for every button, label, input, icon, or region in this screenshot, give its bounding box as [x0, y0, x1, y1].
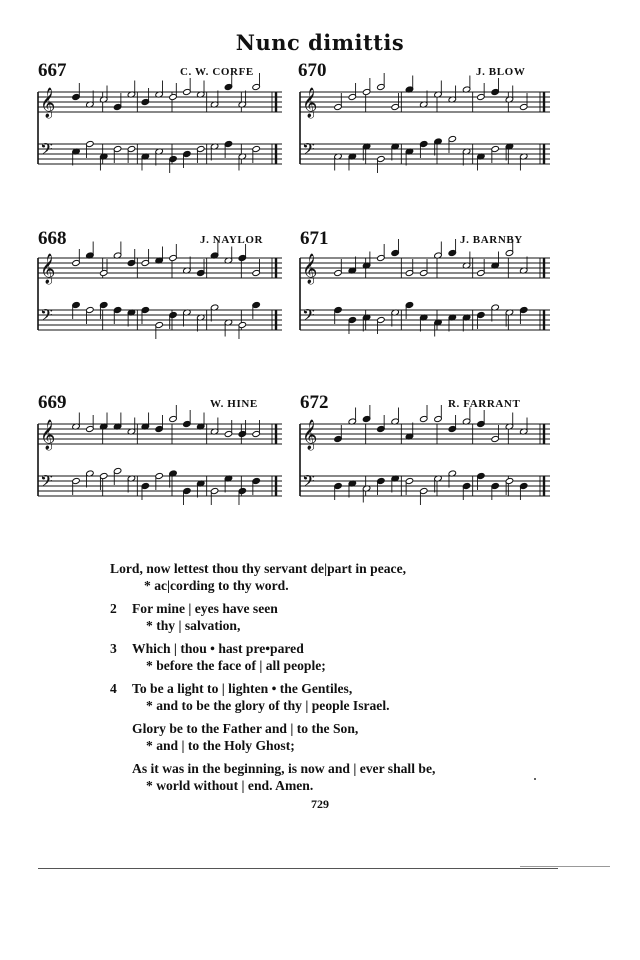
verse-4 [98, 680, 518, 714]
verse-line: For mine | eyes have seen [132, 601, 278, 616]
svg-text:𝄞: 𝄞 [40, 420, 56, 450]
music-score [38, 88, 282, 184]
verse-number: 4 [110, 681, 117, 696]
svg-text:𝄞: 𝄞 [302, 88, 318, 118]
svg-text:𝄞: 𝄞 [40, 254, 56, 284]
music-score [300, 88, 550, 184]
verse-3 [98, 640, 518, 674]
verse-line: Lord, now lettest thou thy servant de|part in peace, [110, 561, 406, 576]
music-score [300, 420, 550, 516]
gloria-1 [98, 720, 518, 754]
verse-2 [98, 600, 518, 634]
bottom-rule [38, 868, 558, 869]
bottom-rule-faint [520, 866, 610, 867]
svg-text:𝄞: 𝄞 [302, 420, 318, 450]
composer-name: J. BLOW [476, 66, 526, 78]
page-title: Nunc dimittis [235, 30, 405, 55]
verse-number: 2 [110, 601, 117, 616]
verse-line: * ac|cording to thy word. [144, 578, 289, 593]
svg-text:𝄢: 𝄢 [40, 305, 53, 329]
canticle-text [98, 560, 518, 800]
svg-text:𝄢: 𝄢 [302, 305, 315, 329]
verse-line: * and to be the glory of thy | people Israel. [146, 698, 390, 713]
verse-line: To be a light to | lighten • the Gentiles, [132, 681, 353, 696]
music-score [38, 254, 282, 350]
composer-name: J. NAYLOR [200, 234, 264, 246]
composer-name: C. W. CORFE [180, 66, 254, 78]
composer-name: J. BARNBY [460, 234, 523, 246]
verse-number: 3 [110, 641, 117, 656]
hymn-number: 669 [38, 392, 67, 413]
hymn-number: 671 [300, 228, 329, 249]
music-score [38, 420, 282, 516]
verse-line: As it was in the beginning, is now and | ever shall be, [132, 761, 436, 776]
svg-text:𝄢: 𝄢 [40, 139, 53, 163]
hymn-number: 668 [38, 228, 67, 249]
verse-line: Which | thou • hast pre•pared [132, 641, 304, 656]
verse-line: * thy | salvation, [146, 618, 241, 633]
verse-1 [98, 560, 518, 594]
composer-name: W. HINE [210, 398, 258, 410]
composer-name: R. FARRANT [448, 398, 521, 410]
music-score [300, 254, 550, 350]
page-number: 729 [311, 797, 329, 811]
verse-line: Glory be to the Father and | to the Son, [132, 721, 359, 736]
hymn-number: 667 [38, 60, 67, 81]
hymn-number: 672 [300, 392, 329, 413]
svg-text:𝄢: 𝄢 [302, 471, 315, 495]
verse-line: * world without | end. Amen. [146, 778, 314, 793]
verse-line: * before the face of | all people; [146, 658, 326, 673]
svg-text:𝄢: 𝄢 [302, 139, 315, 163]
verse-line: * and | to the Holy Ghost; [146, 738, 295, 753]
hymn-number: 670 [298, 60, 327, 81]
gloria-2 [98, 760, 518, 794]
svg-text:𝄢: 𝄢 [40, 471, 53, 495]
svg-text:𝄞: 𝄞 [40, 88, 56, 118]
svg-text:𝄞: 𝄞 [302, 254, 318, 284]
speck [534, 778, 536, 780]
